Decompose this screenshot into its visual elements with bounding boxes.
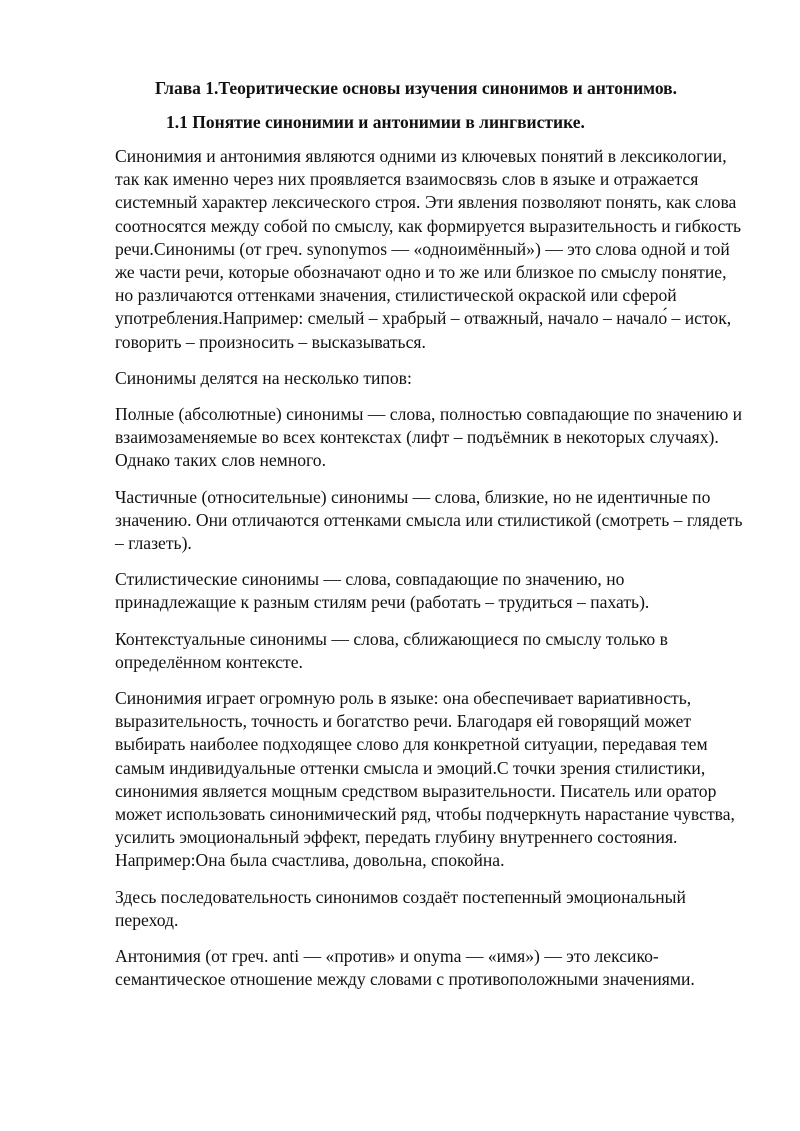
- paragraph-antonymy: Антонимия (от греч. anti — «против» и onyma — «имя») — это лексико-семантическое отношение между словами с противоположными значениями.: [115, 946, 695, 990]
- section-title: 1.1 Понятие синонимии и антонимии в лингвистике.: [166, 112, 585, 132]
- paragraph-partial-synonyms: Частичные (относительные) синонимы — слова, близкие, но не идентичные по значению. Они отличаются оттенками смысла или стилистикой (смотреть – глядеть – глазеть).: [115, 486, 743, 554]
- paragraph-contextual-synonyms: Контекстуальные синонимы — слова, сближающиеся по смыслу только в определённом контексте.: [115, 628, 668, 672]
- paragraph-full-synonyms: Полные (абсолютные) синонимы — слова, полностью совпадающие по значению и взаимозаменяемые во всех контекстах (лифт – подъёмник в некоторых случаях). Однако таких слов немного.: [115, 404, 743, 471]
- paragraph-types-heading: Синонимы делятся на несколько типов:: [115, 367, 412, 388]
- paragraph-transition: Здесь последовательность синонимов создаёт постепенный эмоциональный переход.: [115, 886, 686, 930]
- paragraph-stylistic-synonyms: Стилистические синонимы — слова, совпадающие по значению, но принадлежащие к разным стилям речи (работать – трудиться – пахать).: [115, 569, 650, 613]
- paragraph-intro: Синонимия и антонимия являются одними из ключевых понятий в лексикологии, так как именно через них проявляется взаимосвязь слов в языке и отражается системный характер лексического строя. Эти явления позволяют понять, как слова соотносятся между собой по смыслу, как формируется выразительность и гибкость речи.Синонимы (от греч. synonymos — «одноимённый») — это слова одной и той же части речи, которые обозначают одно и то же или близкое по смыслу понятие, но различаются оттенками значения, стилистической окраской или сферой употребления.Например: смелый – храбрый – отважный, начало – начало́ – исток, говорить – произносить – высказываться.: [115, 146, 742, 352]
- paragraph-synonymy-role: Синонимия играет огромную роль в языке: она обеспечивает вариативность, выразительность, точность и богатство речи. Благодаря ей говорящий может выбирать наиболее подходящее слово для конкретной ситуации, передавая тем самым индивидуальные оттенки смысла и эмоций.С точки зрения стилистики, синонимия является мощным средством выразительности. Писатель или оратор может использовать синонимический ряд, чтобы подчеркнуть нарастание чувства, усилить эмоциональный эффект, передать глубину внутреннего состояния. Например:Она была счастлива, довольна, спокойна.: [115, 688, 735, 871]
- document-body: [115, 145, 747, 1005]
- chapter-title: Глава 1.Теоритические основы изучения синонимов и антонимов.: [154, 78, 677, 98]
